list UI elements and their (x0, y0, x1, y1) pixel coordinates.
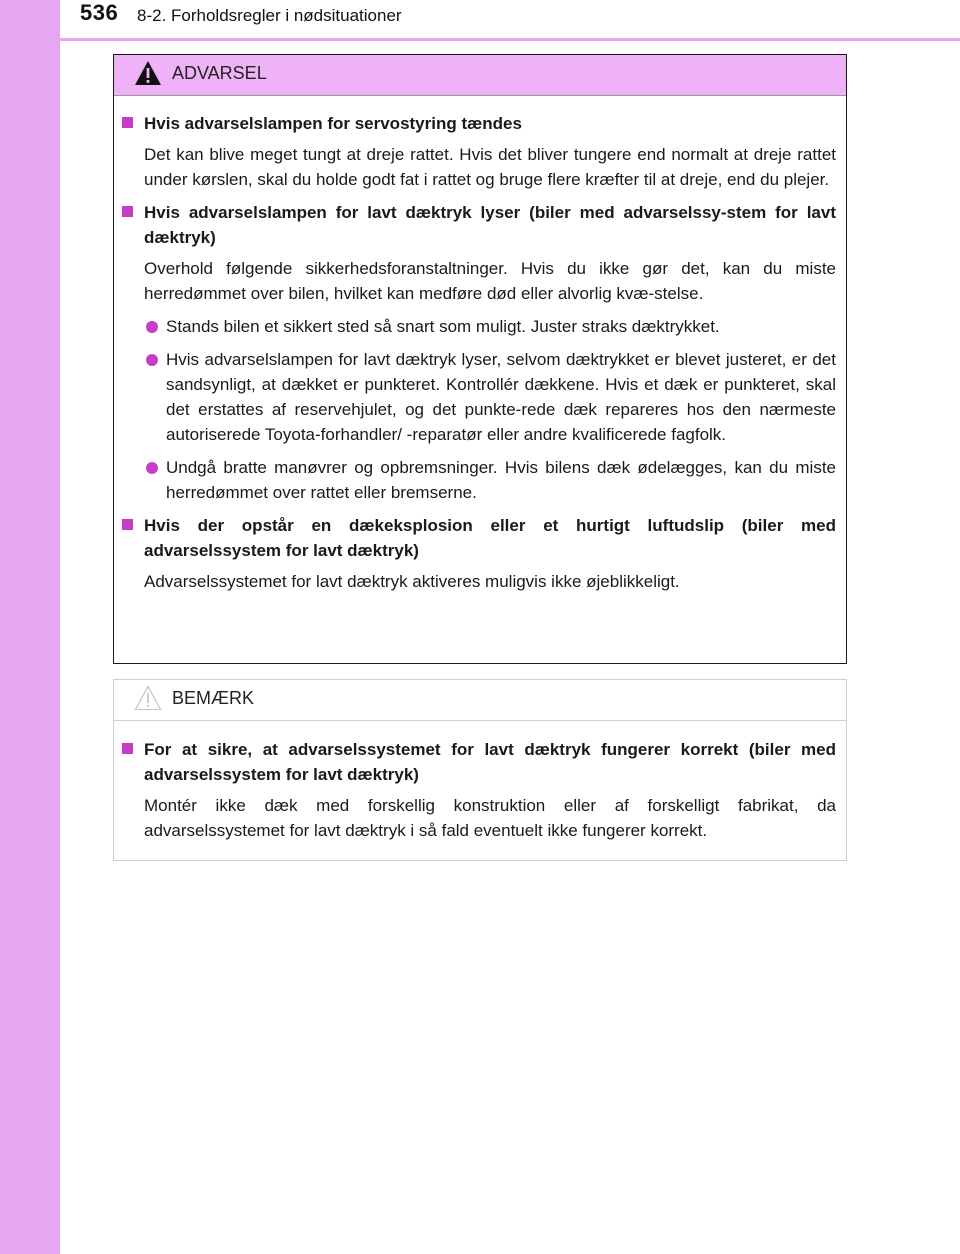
warning-section-heading (122, 111, 836, 136)
section-heading-text: Hvis advarselslampen for servostyring tændes (144, 114, 522, 133)
square-bullet-icon (122, 117, 133, 128)
warning-section-heading (122, 200, 836, 250)
chapter-title: 8-2. Forholdsregler i nødsituationer (137, 6, 402, 25)
round-bullet-icon (146, 354, 158, 366)
list-item (122, 455, 836, 505)
warning-section-heading (122, 513, 836, 563)
list-item-text: Stands bilen et sikkert sted så snart som muligt. Juster straks dæktrykket. (166, 317, 720, 336)
list-item-text: Undgå bratte manøvrer og opbremsninger. Hvis bilens dæk ødelægges, kan du miste herredømmet over rattet eller bremserne. (166, 458, 836, 502)
warning-label: ADVARSEL (172, 63, 267, 83)
notice-section-heading (122, 737, 836, 787)
section-heading-text: Hvis advarselslampen for lavt dæktryk lyser (biler med advarselssy-stem for lavt dæktryk) (144, 203, 836, 247)
notice-box (113, 679, 847, 861)
square-bullet-icon (122, 519, 133, 530)
list-item (122, 314, 836, 339)
section-paragraph: Det kan blive meget tungt at dreje rattet. Hvis det bliver tungere end normalt at dreje rattet under kørslen, skal du holde godt fat i rattet og bruge flere kræfter til at dreje, end du plejer. (144, 145, 836, 189)
section-paragraph: Overhold følgende sikkerhedsforanstaltninger. Hvis du ikke gør det, kan du miste herredømmet over bilen, hvilket kan medføre død eller alvorlig kvæ-stelse. (144, 259, 836, 303)
square-bullet-icon (122, 743, 133, 754)
section-paragraph: Montér ikke dæk med forskellig konstruktion eller af forskelligt fabrikat, da advarselssystemet for lavt dæktryk i så fald eventuelt ikke fungerer korrekt. (144, 796, 836, 840)
header-rule (60, 38, 960, 41)
warning-box (113, 54, 847, 664)
section-heading-text: Hvis der opstår en dækeksplosion eller et hurtigt luftudslip (biler med advarselssystem for lavt dæktryk) (144, 516, 836, 560)
section-heading-text: For at sikre, at advarselssystemet for lavt dæktryk fungerer korrekt (biler med advarselssystem for lavt dæktryk) (144, 740, 836, 784)
notice-label: BEMÆRK (172, 688, 255, 708)
list-item-text: Hvis advarselslampen for lavt dæktryk lyser, selvom dæktrykket er blevet justeret, er det sandsynligt, at dækket er punkteret. Kontrollér dækkene. Hvis et dæk er punkteret, skal det erstattes af reservehjulet, og det punkte-rede dæk repareres hos den nærmeste autoriserede Toyota-forhandler/ -reparatør eller andre kvalificerede fagfolk. (166, 350, 836, 444)
round-bullet-icon (146, 462, 158, 474)
list-item (122, 347, 836, 447)
notice-box-header (114, 680, 846, 721)
notice-triangle-icon (134, 685, 162, 711)
notice-body (114, 721, 846, 843)
square-bullet-icon (122, 206, 133, 217)
page-sidebar-strip (0, 0, 60, 1254)
warning-box-header (114, 55, 846, 96)
round-bullet-icon (146, 321, 158, 333)
warning-body (114, 96, 846, 594)
page-number: 536 (80, 0, 119, 25)
section-paragraph: Advarselssystemet for lavt dæktryk aktiveres muligvis ikke øjeblikkeligt. (144, 572, 680, 591)
warning-triangle-icon (134, 60, 162, 86)
